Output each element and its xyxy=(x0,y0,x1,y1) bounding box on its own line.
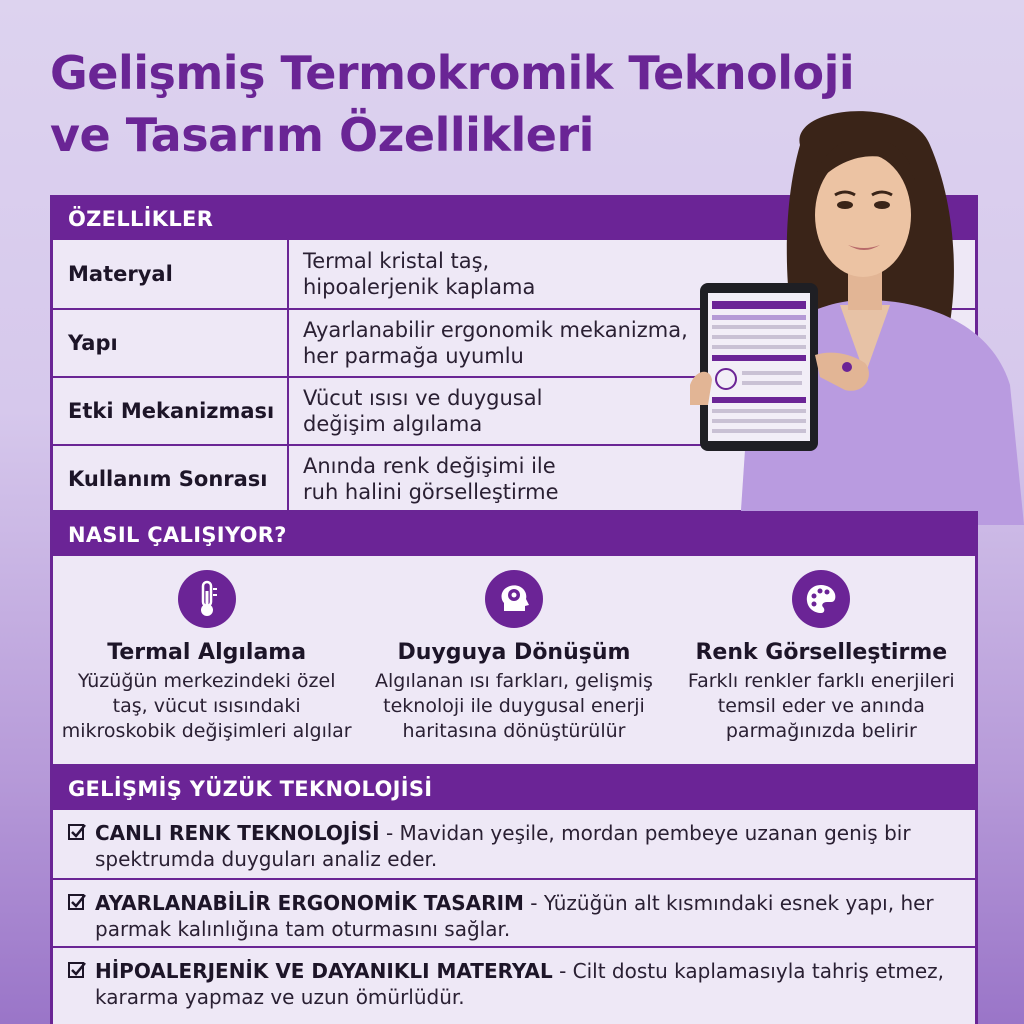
steps-row xyxy=(53,556,975,766)
step-title: Renk Görselleştirme xyxy=(695,640,948,665)
palette-icon xyxy=(792,570,850,628)
title-line-2: ve Tasarım Özellikleri xyxy=(50,108,594,162)
woman-with-tablet-illustration xyxy=(690,105,1024,525)
row-value: Termal kristal taş, hipoalerjenik kaplama xyxy=(303,249,536,299)
row-label: Etki Mekanizması xyxy=(53,378,289,444)
row-value: Ayarlanabilir ergonomik mekanizma, her parmağa uyumlu xyxy=(303,318,688,368)
step-description: Algılanan ısı farkları, gelişmiş teknoloji ile duygusal enerji haritasına dönüştürülür xyxy=(375,670,653,742)
list-item xyxy=(53,810,975,878)
step-thermal xyxy=(53,556,360,766)
row-value: Vücut ısısı ve duygusal değişim algılama xyxy=(303,386,543,436)
list-item xyxy=(53,878,975,946)
how-heading: NASIL ÇALIŞIYOR? xyxy=(53,514,975,556)
row-value: Anında renk değişimi ile ruh halini görselleştirme xyxy=(303,454,559,504)
step-color xyxy=(668,556,975,766)
list-item-text: CANLI RENK TEKNOLOJİSİ - Mavidan yeşile, mordan pembeye uzanan geniş bir spektrumda duyguları analiz eder. xyxy=(95,821,911,871)
checkbox-icon xyxy=(67,820,95,846)
how-it-works-panel xyxy=(50,511,978,767)
row-label: Materyal xyxy=(53,240,289,308)
tech-list xyxy=(53,810,975,1014)
ring-technology-panel xyxy=(50,765,978,1024)
features-heading: ÖZELLİKLER xyxy=(53,198,975,240)
title-line-1: Gelişmiş Termokromik Teknoloji xyxy=(50,46,855,100)
row-label: Kullanım Sonrası xyxy=(53,446,289,512)
step-description: Farklı renkler farklı enerjileri temsil eder ve anında parmağınızda belirir xyxy=(687,670,955,742)
list-item-text: HİPOALERJENİK VE DAYANIKLI MATERYAL - Cilt dostu kaplamasıyla tahriş etmez, kararma yapmaz ve uzun ömürlüdür. xyxy=(95,959,944,1009)
step-emotion xyxy=(360,556,667,766)
checkbox-icon xyxy=(67,958,95,984)
step-description: Yüzüğün merkezindeki özel taş, vücut ısısındaki mikroskobik değişimleri algılar xyxy=(61,670,352,742)
brain-head-icon xyxy=(485,570,543,628)
thermometer-icon xyxy=(178,570,236,628)
list-item-text: AYARLANABİLİR ERGONOMİK TASARIM - Yüzüğün alt kısmındaki esnek yapı, her parmak kalınlığına tam oturmasını sağlar. xyxy=(95,891,934,941)
step-title: Duyguya Dönüşüm xyxy=(397,640,631,665)
step-title: Termal Algılama xyxy=(107,640,307,665)
tech-heading: GELİŞMİŞ YÜZÜK TEKNOLOJİSİ xyxy=(53,768,975,810)
row-label: Yapı xyxy=(53,310,289,376)
checkbox-icon xyxy=(67,890,95,916)
list-item xyxy=(53,946,975,1014)
